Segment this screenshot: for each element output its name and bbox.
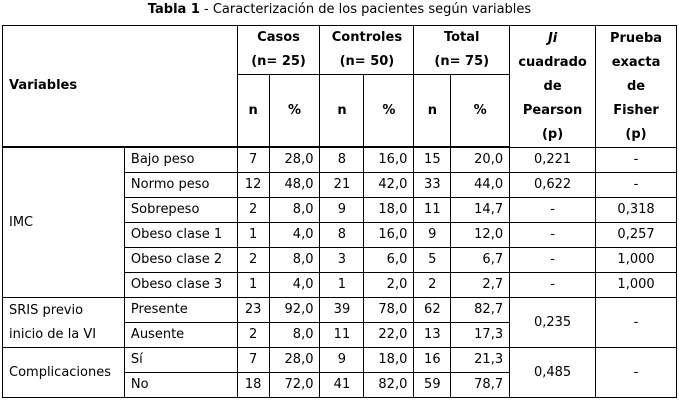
cell-controles-n: 3 [320, 248, 364, 273]
row-category: Obeso clase 3 [124, 273, 237, 298]
table-caption [0, 2, 679, 17]
group-sris: SRIS previo inicio de la VI [3, 298, 125, 348]
cell-controles-pct: 42,0 [364, 173, 414, 198]
cell-controles-n: 8 [320, 148, 364, 173]
cell-fisher: 0,318 [596, 198, 677, 223]
cell-ji: - [510, 248, 596, 273]
cell-controles-pct: 18,0 [364, 348, 414, 373]
cell-controles-n: 11 [320, 323, 364, 348]
row-category: Sí [124, 348, 237, 373]
cell-controles-n: 41 [320, 373, 364, 398]
cell-total-pct: 78,7 [451, 373, 510, 398]
cell-controles-pct: 22,0 [364, 323, 414, 348]
caption-text: - Caracterización de los pacientes según variables [199, 2, 532, 17]
characterization-table [2, 25, 677, 398]
cell-ji: - [510, 223, 596, 248]
cell-casos-n: 23 [237, 298, 269, 323]
row-category: Bajo peso [124, 148, 237, 173]
header-variables: Variables [3, 26, 238, 147]
caption-label: Tabla 1 [147, 2, 200, 17]
cell-casos-n: 1 [237, 273, 269, 298]
cell-casos-n: 7 [237, 348, 269, 373]
cell-controles-pct: 82,0 [364, 373, 414, 398]
cell-total-n: 9 [414, 223, 451, 248]
row-category: Presente [124, 298, 237, 323]
row-category: No [124, 373, 237, 398]
cell-casos-pct: 48,0 [269, 173, 320, 198]
cell-fisher-sris: - [596, 298, 677, 348]
cell-fisher: - [596, 173, 677, 198]
cell-casos-pct: 92,0 [269, 298, 320, 323]
cell-total-n: 62 [414, 298, 451, 323]
header-casos: Casos (n= 25) [237, 26, 320, 75]
cell-total-n: 16 [414, 348, 451, 373]
header-controles: Controles (n= 50) [320, 26, 414, 75]
cell-controles-n: 21 [320, 173, 364, 198]
cell-ji: 0,221 [510, 148, 596, 173]
cell-total-n: 13 [414, 323, 451, 348]
cell-fisher: 0,257 [596, 223, 677, 248]
cell-casos-pct: 72,0 [269, 373, 320, 398]
cell-total-pct: 14,7 [451, 198, 510, 223]
cell-casos-n: 12 [237, 173, 269, 198]
header-controles-n: n [320, 75, 364, 147]
cell-ji: - [510, 198, 596, 223]
header-total-n: n [414, 75, 451, 147]
cell-total-n: 11 [414, 198, 451, 223]
cell-casos-n: 18 [237, 373, 269, 398]
header-controles-pct: % [364, 75, 414, 147]
cell-casos-pct: 8,0 [269, 198, 320, 223]
cell-total-pct: 44,0 [451, 173, 510, 198]
cell-controles-pct: 18,0 [364, 198, 414, 223]
cell-controles-pct: 16,0 [364, 148, 414, 173]
cell-casos-pct: 4,0 [269, 273, 320, 298]
cell-casos-pct: 28,0 [269, 348, 320, 373]
cell-controles-n: 9 [320, 198, 364, 223]
cell-ji-complicaciones: 0,485 [510, 348, 596, 398]
cell-total-pct: 82,7 [451, 298, 510, 323]
row-category: Obeso clase 1 [124, 223, 237, 248]
cell-total-pct: 12,0 [451, 223, 510, 248]
cell-casos-n: 2 [237, 248, 269, 273]
cell-controles-n: 39 [320, 298, 364, 323]
cell-total-pct: 6,7 [451, 248, 510, 273]
header-casos-n: n [237, 75, 269, 147]
header-casos-pct: % [269, 75, 320, 147]
cell-total-n: 59 [414, 373, 451, 398]
cell-fisher: 1,000 [596, 248, 677, 273]
cell-total-pct: 2,7 [451, 273, 510, 298]
cell-total-pct: 21,3 [451, 348, 510, 373]
cell-controles-n: 1 [320, 273, 364, 298]
header-ji-cuadrado: Ji cuadrado de Pearson (p) [510, 26, 596, 148]
cell-casos-pct: 28,0 [269, 148, 320, 173]
cell-total-n: 5 [414, 248, 451, 273]
cell-controles-pct: 16,0 [364, 223, 414, 248]
cell-total-n: 2 [414, 273, 451, 298]
group-imc: IMC [3, 148, 125, 298]
cell-controles-pct: 78,0 [364, 298, 414, 323]
cell-fisher: 1,000 [596, 273, 677, 298]
cell-ji-sris: 0,235 [510, 298, 596, 348]
cell-controles-pct: 2,0 [364, 273, 414, 298]
cell-casos-n: 7 [237, 148, 269, 173]
cell-ji: - [510, 273, 596, 298]
cell-total-pct: 17,3 [451, 323, 510, 348]
cell-total-n: 15 [414, 148, 451, 173]
cell-casos-pct: 4,0 [269, 223, 320, 248]
cell-controles-n: 8 [320, 223, 364, 248]
row-category: Sobrepeso [124, 198, 237, 223]
header-fisher: Prueba exacta de Fisher (p) [596, 26, 677, 148]
cell-fisher-complicaciones: - [596, 348, 677, 398]
cell-ji: 0,622 [510, 173, 596, 198]
row-category: Ausente [124, 323, 237, 348]
group-complicaciones: Complicaciones [3, 348, 125, 398]
cell-total-pct: 20,0 [451, 148, 510, 173]
cell-casos-pct: 8,0 [269, 248, 320, 273]
header-total: Total (n= 75) [414, 26, 510, 75]
cell-casos-pct: 8,0 [269, 323, 320, 348]
header-total-pct: % [451, 75, 510, 147]
cell-controles-n: 9 [320, 348, 364, 373]
row-category: Obeso clase 2 [124, 248, 237, 273]
cell-casos-n: 2 [237, 198, 269, 223]
cell-total-n: 33 [414, 173, 451, 198]
cell-casos-n: 1 [237, 223, 269, 248]
row-category: Normo peso [124, 173, 237, 198]
cell-casos-n: 2 [237, 323, 269, 348]
cell-fisher: - [596, 148, 677, 173]
cell-controles-pct: 6,0 [364, 248, 414, 273]
